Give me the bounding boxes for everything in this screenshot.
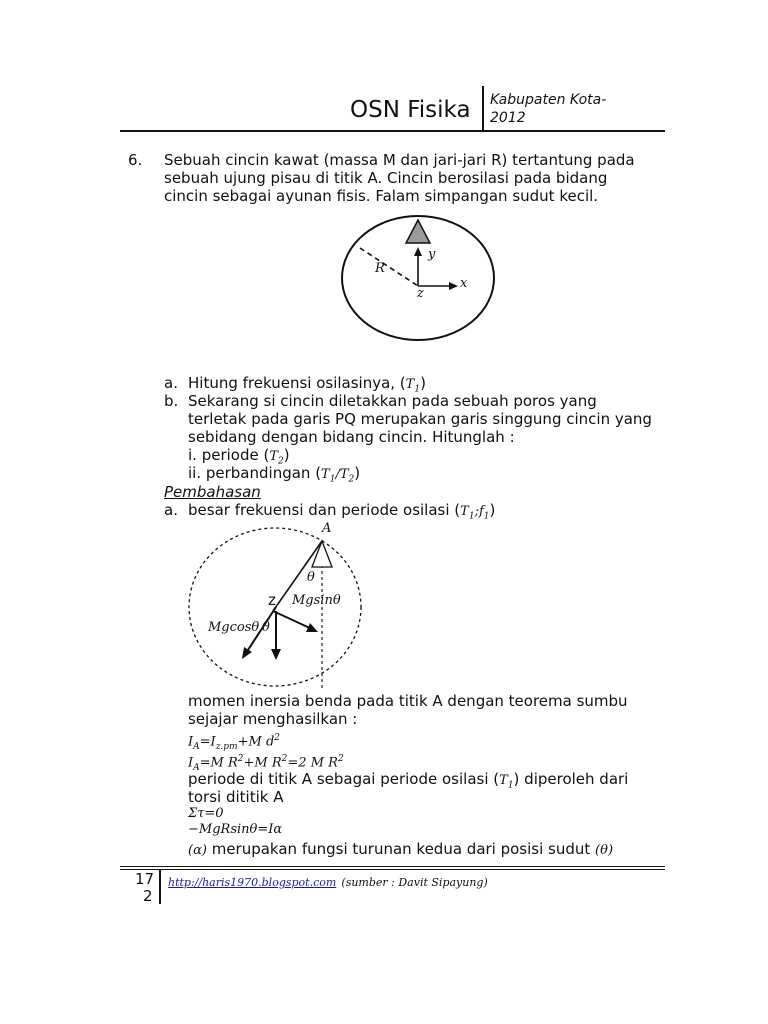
fig2-label-z: z (268, 591, 276, 609)
pendulum-figure (185, 525, 370, 695)
solution-heading: Pembahasan (164, 483, 261, 501)
solution-p1-line-2: sejajar menghasilkan : (188, 710, 358, 728)
footer-credit (168, 871, 488, 890)
problem-line-2: sebuah ujung pisau di titik A. Cincin berosilasi pada bidang (164, 169, 608, 187)
T1-over-T2: $T_1/T_2$ (321, 467, 355, 485)
question-b-marker: b. (164, 392, 179, 410)
weight-arrow-icon (271, 649, 281, 660)
header-region: Kabupaten Kota- (490, 92, 607, 108)
question-b-line-3: sebidang dengan bidang cincin. Hitunglah : (188, 428, 515, 446)
solution-p1-line-1: momen inersia benda pada titik A dengan teorema sumbu (188, 692, 628, 710)
question-b-line-1: Sekarang si cincin diletakkan pada sebuah poros yang (188, 392, 597, 410)
equation-parallel-axis: $I_A=I_{z.pm}+M$ $d^2$ (188, 733, 280, 752)
problem-line-1: Sebuah cincin kawat (massa M dan jari-jari R) tertantung pada (164, 151, 635, 169)
header-title: OSN Fisika (350, 97, 471, 123)
solution-p2-line-2: torsi dititik A (188, 788, 284, 806)
page-number-top: 17 (135, 870, 155, 888)
mgcos-arrow-icon (242, 647, 252, 659)
fig2-label-mgsin: Mgsinθ (292, 593, 341, 608)
y-axis-arrow-icon (414, 247, 422, 256)
header-rule (120, 130, 665, 132)
footer-rule-top (120, 866, 665, 867)
equation-sum-torque: Στ=0 (188, 806, 224, 821)
fig2-label-theta: θ (307, 570, 315, 585)
solution-a: besar frekuensi dan periode osilasi $(T_1;f_1)$ (188, 501, 496, 522)
solution-a-marker: a. (164, 501, 178, 519)
ring-figure (330, 210, 510, 342)
footer-divider (159, 870, 161, 904)
question-a-marker: a. (164, 374, 178, 392)
solution-p2-line-1: periode di titik A sebagai periode osilasi $(T_1)$ diperoleh dari (188, 770, 629, 791)
footer-rule-bottom (120, 869, 665, 870)
fig1-label-x: x (460, 276, 468, 291)
fig1-label-y: y (428, 247, 436, 262)
question-a: Hitung frekuensi osilasinya, $(T_1)$ (188, 374, 426, 395)
x-axis-arrow-icon (449, 282, 458, 290)
fig1-label-z: z (417, 286, 424, 301)
knife-edge-icon (406, 220, 430, 243)
equation-torque: −MgRsinθ=Iα (188, 822, 283, 837)
problem-line-3: cincin sebagai ayunan fisis. Falam simpangan sudut kecil. (164, 187, 599, 205)
header-divider (482, 86, 484, 130)
header-year: 2012 (490, 110, 526, 126)
fig2-label-mgcos: Mgcosθ (208, 620, 260, 635)
solution-last-line: (α) merupakan fungsi turunan kedua dari posisi sudut (θ) (188, 840, 614, 858)
footer-source: (sumber : Davit Sipayung) (341, 876, 488, 889)
question-b-ii: ii. perbandingan $(T_1/T_2)$ (188, 464, 361, 485)
question-b-i: i. periode $(T_2)$ (188, 446, 290, 467)
T1-symbol-2: $T_1$ (499, 773, 514, 791)
question-b-line-2: terletak pada garis PQ merupakan garis singgung cincin yang (188, 410, 652, 428)
question-a-text: Hitung frekuensi osilasinya, ( (188, 374, 406, 392)
fig2-label-theta-2: θ (262, 620, 270, 635)
fig1-label-R: R (375, 261, 385, 276)
footer-link[interactable]: http://haris1970.blogspot.com (168, 876, 337, 889)
T1-f1-symbol: $T_1;f_1$ (460, 504, 490, 522)
page-number-bottom: 2 (143, 887, 153, 905)
fig2-label-A: A (322, 521, 332, 536)
radius-line (360, 248, 418, 286)
equation-inertia-ring: $I_A=M$ $R^2+M$ $R^2=2$ M $R^2$ (188, 754, 344, 773)
T1-symbol: $T_1$ (405, 377, 421, 395)
T2-symbol: $T_2$ (269, 449, 284, 467)
problem-number: 6. (128, 151, 143, 169)
